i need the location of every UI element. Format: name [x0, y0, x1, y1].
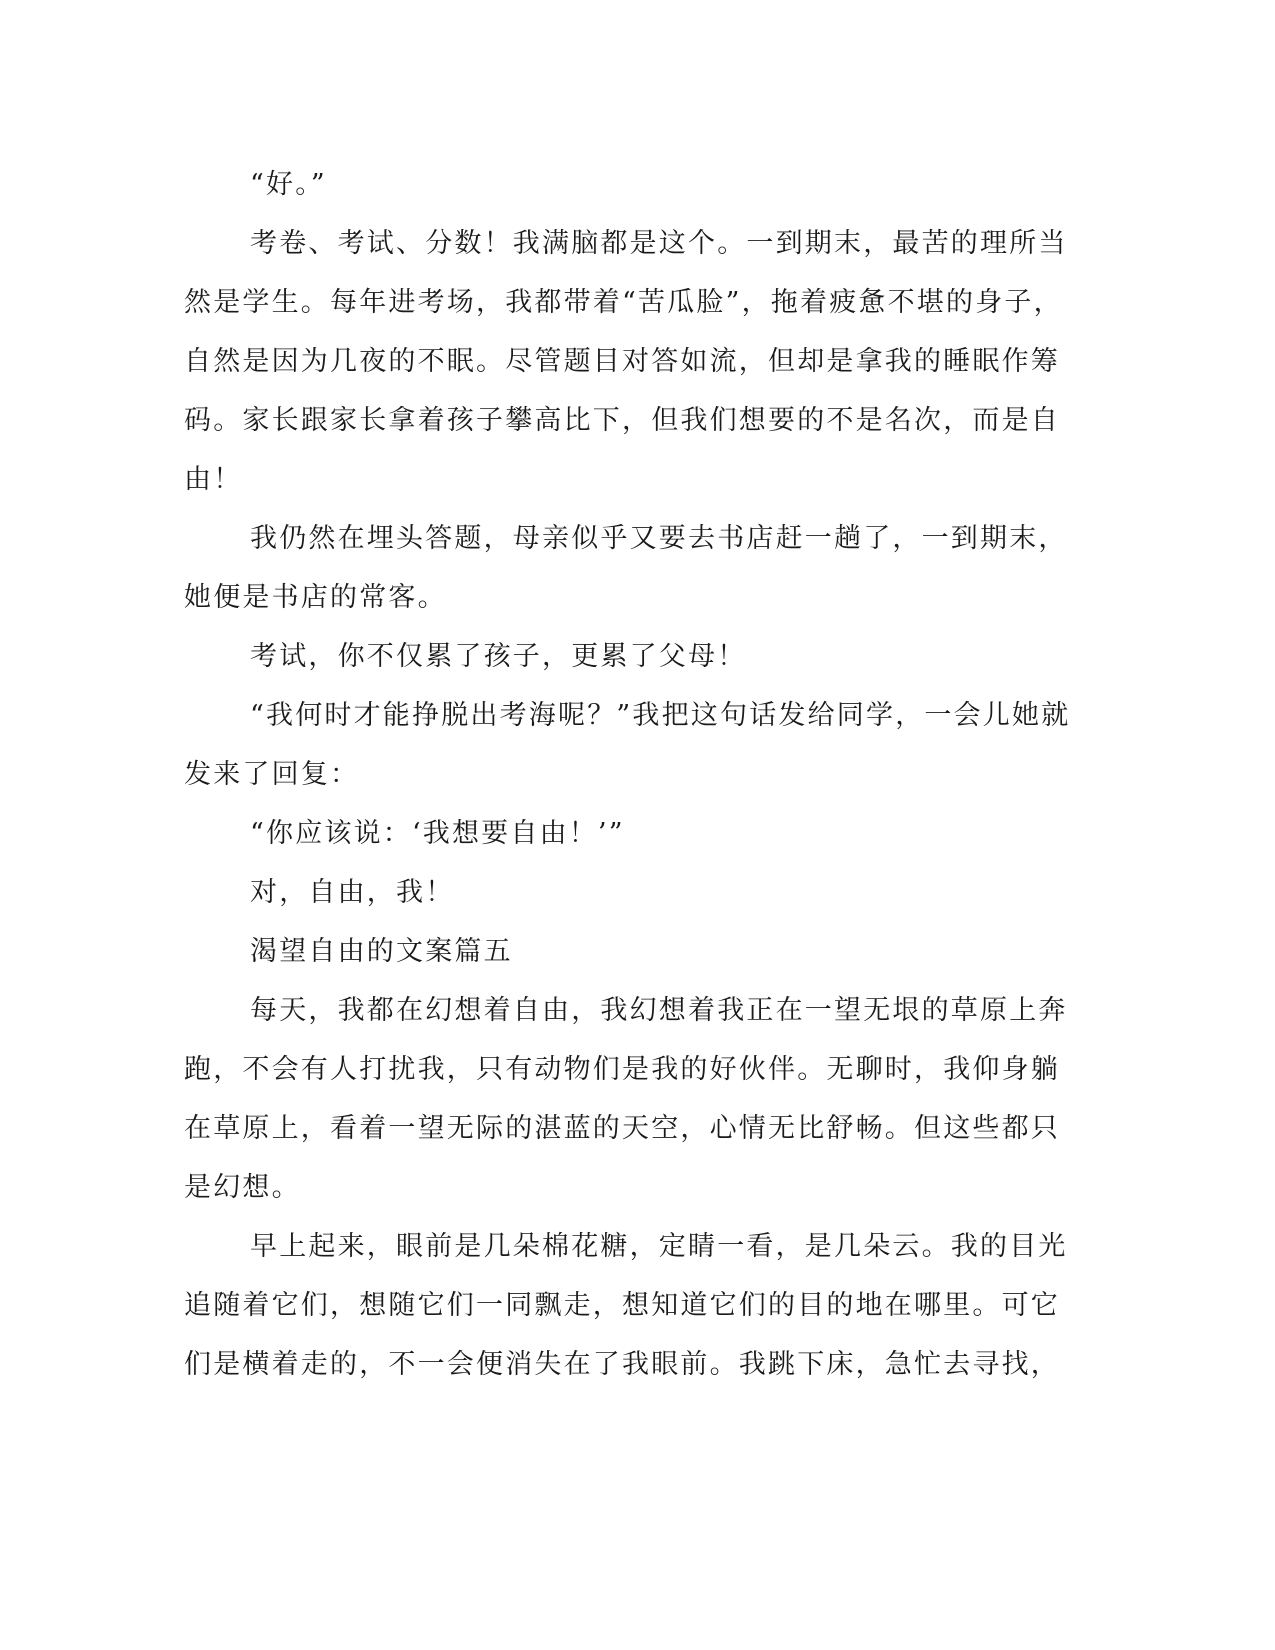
text-line: 们是横着走的，不一会便消失在了我眼前。我跳下床，急忙去寻找，: [184, 1349, 1060, 1380]
text-line: 追随着它们，想随它们一同飘走，想知道它们的目的地在哪里。可它: [184, 1290, 1060, 1321]
text-line: 自然是因为几夜的不眠。尽管题目对答如流，但却是拿我的睡眠作筹: [184, 346, 1060, 377]
text-line: 在草原上，看着一望无际的湛蓝的天空，心情无比舒畅。但这些都只: [184, 1113, 1060, 1144]
document-body: [184, 155, 1071, 1394]
text-line: “我何时才能挣脱出考海呢？”我把这句话发给同学，一会儿她就: [250, 700, 1071, 731]
text-line: “好。”: [250, 169, 327, 200]
text-line: 我仍然在埋头答题，母亲似乎又要去书店赶一趟了，一到期末，: [250, 523, 1068, 554]
text-line: 跑，不会有人打扰我，只有动物们是我的好伙伴。无聊时，我仰身躺: [184, 1054, 1060, 1085]
section-heading: 渴望自由的文案篇五: [250, 936, 513, 967]
text-line: 是幻想。: [184, 1172, 301, 1203]
text-line: 考试，你不仅累了孩子，更累了父母！: [250, 641, 747, 672]
text-line: 发来了回复：: [184, 759, 360, 790]
text-line: 码。家长跟家长拿着孩子攀高比下，但我们想要的不是名次，而是自: [184, 405, 1060, 436]
text-line: 每天，我都在幻想着自由，我幻想着我正在一望无垠的草原上奔: [250, 995, 1068, 1026]
text-line: 对，自由，我！: [250, 877, 455, 908]
text-line: 早上起来，眼前是几朵棉花糖，定睛一看，是几朵云。我的目光: [250, 1231, 1068, 1262]
text-line: 她便是书店的常客。: [184, 582, 447, 613]
text-line: 然是学生。每年进考场，我都带着“苦瓜脸”，拖着疲惫不堪的身子，: [184, 287, 1063, 318]
text-line: 考卷、考试、分数！我满脑都是这个。一到期末，最苦的理所当: [250, 228, 1068, 259]
text-line: 由！: [184, 464, 243, 495]
text-line: “你应该说：‘我想要自由！’”: [250, 818, 625, 849]
